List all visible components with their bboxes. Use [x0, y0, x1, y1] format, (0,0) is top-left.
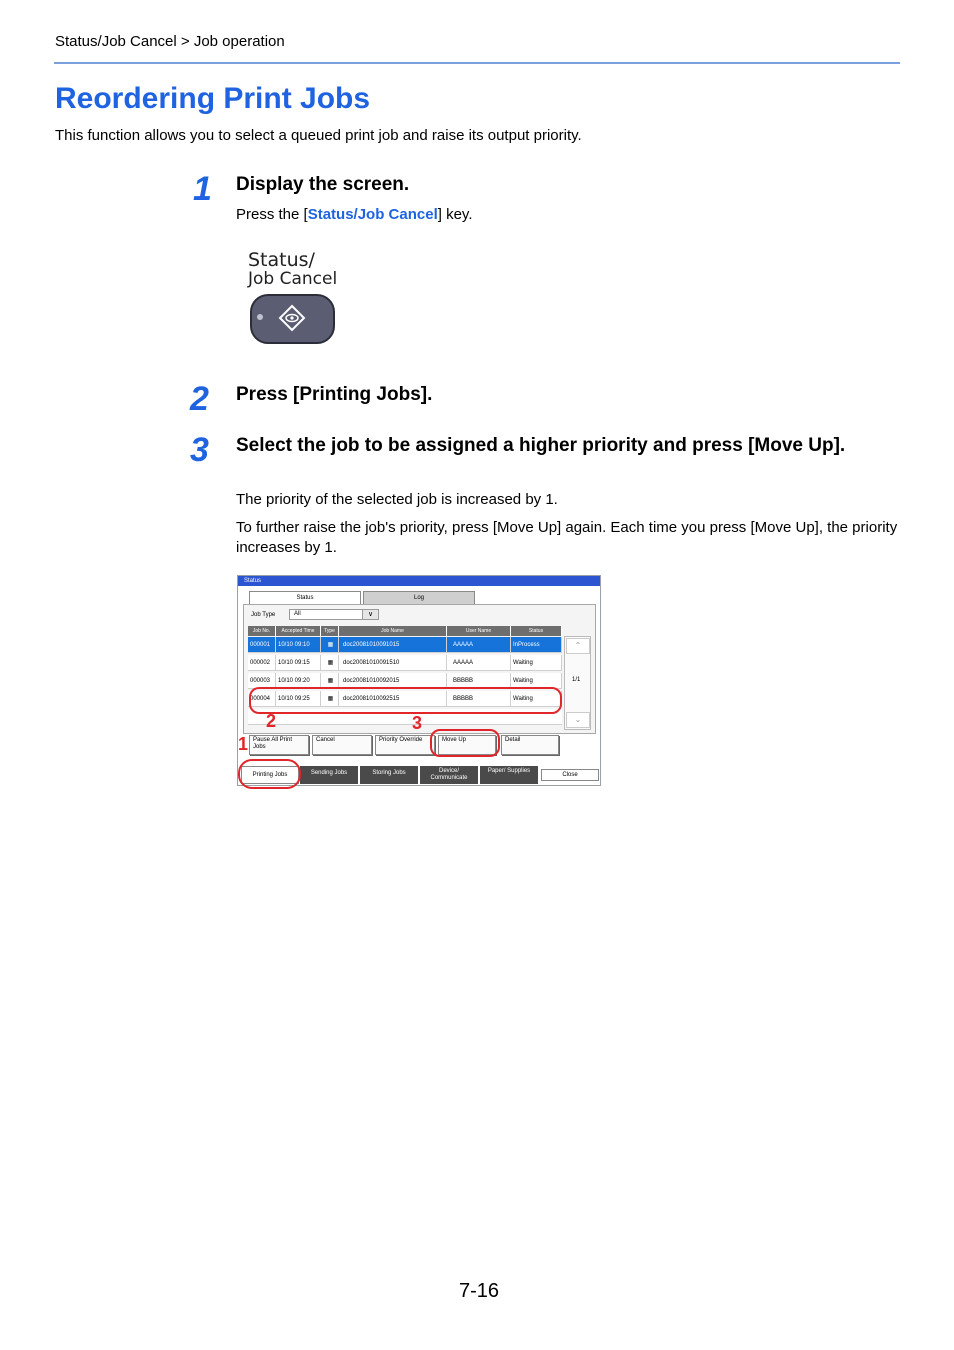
callout-2: 2 [266, 711, 277, 731]
move-up-button[interactable]: Move Up [438, 735, 496, 755]
table-row[interactable]: 000003 10/10 09:20 ▦ doc20081010092015 BBBBB Waiting [248, 673, 562, 689]
printer-icon: ▦ [321, 655, 339, 671]
printer-icon: ▦ [321, 691, 339, 707]
column-header: Status [511, 626, 562, 636]
callout-3: 3 [412, 713, 423, 733]
close-button[interactable]: Close [541, 769, 599, 781]
column-header: Job Name [339, 626, 447, 636]
page-indicator: 1/1 [572, 677, 581, 683]
tab-log[interactable]: Log [363, 591, 475, 605]
step-3-title: Select the job to be assigned a higher priority and press [Move Up]. [236, 435, 846, 456]
step-3-text-1: The priority of the selected job is increased by 1. [236, 491, 558, 508]
scroll-down-icon[interactable]: ⌄ [566, 712, 590, 728]
page-title: Reordering Print Jobs [55, 82, 371, 115]
tab-paper-supplies[interactable]: Paper/ Supplies [480, 766, 538, 784]
column-header: Job No. [248, 626, 276, 636]
step-2-number: 2 [190, 380, 209, 418]
status-diamond-icon [278, 304, 306, 332]
callout-ring-printing-jobs [238, 759, 301, 789]
tab-status[interactable]: Status [249, 591, 361, 605]
column-header: User Name [447, 626, 511, 636]
tab-printing-jobs[interactable]: Printing Jobs [241, 766, 299, 784]
status-job-cancel-key[interactable] [250, 294, 335, 344]
table-row[interactable]: 000004 10/10 09:25 ▦ doc20081010092515 BBBBB Waiting [248, 691, 562, 707]
chevron-down-icon[interactable]: ∨ [362, 609, 379, 620]
table-row[interactable]: 000001 10/10 09:10 ▦ doc20081010091015 AAAAA InProcess [248, 637, 562, 653]
scrollbar[interactable] [564, 636, 591, 730]
tab-device-communicate[interactable]: Device/ Communicate [420, 766, 478, 784]
tab-storing-jobs[interactable]: Storing Jobs [360, 766, 418, 784]
screen-header: Status [238, 576, 600, 586]
step-2-title: Press [Printing Jobs]. [236, 384, 433, 405]
indicator-light-icon [257, 314, 263, 320]
job-type-label: Job Type [251, 612, 276, 618]
step-1-title: Display the screen. [236, 174, 410, 195]
cancel-button[interactable]: Cancel [312, 735, 372, 755]
callout-1: 1 [238, 734, 249, 754]
table-row[interactable]: 000002 10/10 09:15 ▦ doc20081010091510 AAAAA Waiting [248, 655, 562, 671]
intro-text: This function allows you to select a queued print job and raise its output priority. [55, 127, 582, 144]
breadcrumb: Status/Job Cancel > Job operation [55, 33, 285, 50]
column-header: Accepted Time [276, 626, 321, 636]
pause-all-print-jobs-button[interactable]: Pause All Print Jobs [249, 735, 309, 755]
detail-button[interactable]: Detail [501, 735, 559, 755]
step-3-text-2: To further raise the job's priority, press [Move Up] again. Each time you press [Move Up], the priority increases by 1. [236, 519, 898, 556]
job-type-select[interactable]: All [289, 609, 379, 620]
printer-icon: ▦ [321, 637, 339, 653]
column-header: Type [321, 626, 339, 636]
page-number: 7-16 [459, 1280, 500, 1302]
priority-override-button[interactable]: Priority Override [375, 735, 435, 755]
step-1-number: 1 [193, 170, 212, 208]
header-rule [54, 62, 900, 64]
callout-ring-move-up [430, 729, 500, 757]
tab-sending-jobs[interactable]: Sending Jobs [300, 766, 358, 784]
key-label: Status/ Job Cancel [248, 249, 338, 289]
printer-icon: ▦ [321, 673, 339, 689]
callout-ring-row [249, 687, 562, 714]
scroll-up-icon[interactable]: ⌃ [566, 638, 590, 654]
step-3-number: 3 [190, 431, 209, 469]
status-job-cancel-key-label: Status/Job Cancel [307, 206, 438, 223]
status-screen [237, 575, 601, 786]
step-1-text: Press the [Status/Job Cancel] key. [236, 206, 473, 223]
